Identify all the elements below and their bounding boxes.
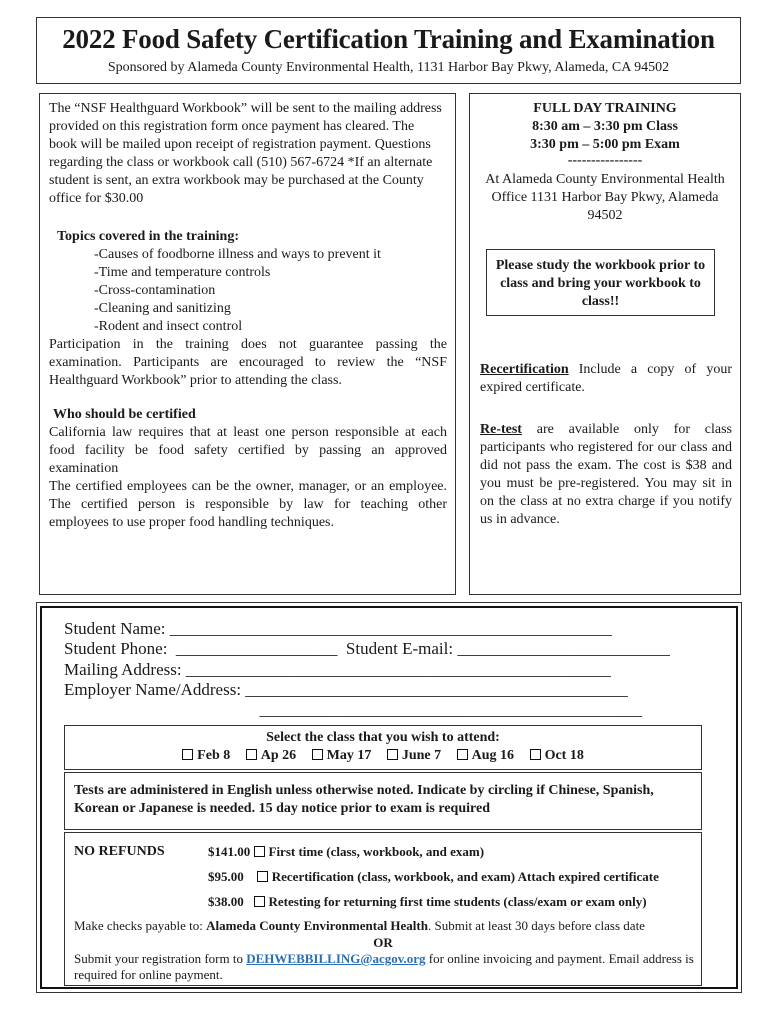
class-option-oct[interactable]: Oct 18	[530, 747, 584, 765]
language-note: Tests are administered in English unless otherwise noted. Indicate by circling if Chinese, Spanish, Korean or Japanese is needed. 15 day notice prior to exam is required	[74, 783, 654, 816]
or-text: OR	[373, 935, 393, 950]
recertification-text	[480, 361, 732, 397]
class-selection-heading: Select the class that you wish to attend:	[266, 730, 500, 745]
class-time: 8:30 am – 3:30 pm Class	[532, 119, 678, 134]
registration-form-inner	[40, 606, 738, 989]
no-refunds-label: NO REFUNDS	[74, 844, 165, 859]
who-heading: Who should be certified	[53, 407, 196, 422]
checkbox-icon[interactable]	[254, 896, 265, 907]
fees-box	[64, 832, 702, 986]
retest-desc: are available only for class participants who registered for our class and did not pass the exam. The cost is $38 and you must be pre-registered. You may sit in on the class at no extra charge if you notify us in advance.	[480, 422, 732, 527]
topics-heading: Topics covered in the training:	[57, 229, 240, 244]
recertification-label: Recertification	[480, 362, 569, 377]
info-box-left	[39, 93, 456, 595]
student-name-field[interactable]: Student Name: ____________________________________________________	[64, 619, 612, 638]
class-option-june[interactable]: June 7	[387, 747, 441, 765]
page-subtitle: Sponsored by Alameda County Environmental Health, 1131 Harbor Bay Pkwy, Alameda, CA 94502	[107, 60, 670, 75]
exam-time: 3:30 pm – 5:00 pm Exam	[530, 137, 680, 152]
class-option-feb[interactable]: Feb 8	[182, 747, 230, 765]
class-option-apr[interactable]: Ap 26	[246, 747, 296, 765]
employer-field-continued[interactable]: _____________________________________________	[64, 700, 642, 719]
checks-payable-text: Make checks payable to: Alameda County Environmental Health. Submit at least 30 days before class date	[74, 918, 645, 933]
intro-text: The “NSF Healthguard Workbook” will be sent to the mailing address provided on this registration form once payment has cleared. The book will be mailed upon receipt of registration payment. Questions regarding the class or workbook call (510) 567-6724 *If an alternate student is sent, an extra workbook may be purchased at the County office for $30.00	[49, 101, 442, 206]
topic-item: -Time and temperature controls	[94, 265, 271, 280]
topic-item: -Rodent and insect control	[94, 319, 243, 334]
language-note-box	[64, 772, 702, 830]
checkbox-icon[interactable]	[182, 749, 193, 760]
page-title: 2022 Food Safety Certification Training and Examination	[62, 24, 715, 54]
checkbox-icon[interactable]	[257, 871, 268, 882]
checkbox-icon[interactable]	[387, 749, 398, 760]
study-note-box	[486, 249, 715, 316]
retest-label: Re-test	[480, 422, 522, 437]
topic-item: -Causes of foodborne illness and ways to prevent it	[94, 247, 381, 262]
class-date-options	[65, 747, 701, 765]
study-note: Please study the workbook prior to class and bring your workbook to class!!	[495, 258, 706, 309]
who-text-2: The certified employees can be the owner, manager, or an employee. The certified person is responsible by law for teaching other employees to use proper food handling techniques.	[49, 479, 447, 530]
topic-item: -Cross-contamination	[94, 283, 216, 298]
training-title: FULL DAY TRAINING	[533, 101, 677, 116]
checkbox-icon[interactable]	[457, 749, 468, 760]
fee-option-recertification[interactable]: $95.00 Recertification (class, workbook, and exam) Attach expired certificate	[208, 869, 659, 884]
fee-option-retest[interactable]: $38.00 Retesting for returning first time students (class/exam or exam only)	[208, 894, 647, 909]
divider-text: ----------------	[567, 153, 643, 168]
participation-text: Participation in the training does not guarantee passing the examination. Participants are encouraged to review the “NSF Healthguard Workbook” prior to attending the class.	[49, 337, 447, 388]
submit-text: Submit your registration form to DEHWEBBILLING@acgov.org for online invoicing and payment. Email address is required for online payment.	[74, 951, 694, 982]
billing-email-link[interactable]: DEHWEBBILLING@acgov.org	[246, 951, 426, 966]
registration-form	[36, 602, 742, 993]
employer-field[interactable]: Employer Name/Address: _____________________________________________	[64, 680, 628, 699]
class-option-aug[interactable]: Aug 16	[457, 747, 514, 765]
student-phone-email-field[interactable]: Student Phone: ___________________ Student E-mail: _________________________	[64, 639, 670, 658]
info-box-right	[469, 93, 741, 595]
checkbox-icon[interactable]	[246, 749, 257, 760]
retest-text	[480, 421, 732, 529]
fee-option-first-time[interactable]: $141.00 First time (class, workbook, and exam)	[208, 844, 485, 859]
mailing-address-field[interactable]: Mailing Address: __________________________________________________	[64, 660, 611, 679]
checkbox-icon[interactable]	[530, 749, 541, 760]
class-selection-box	[64, 725, 702, 770]
title-box	[36, 17, 741, 84]
checks-payee: Alameda County Environmental Health	[206, 918, 428, 933]
class-option-may[interactable]: May 17	[312, 747, 372, 765]
checkbox-icon[interactable]	[312, 749, 323, 760]
checkbox-icon[interactable]	[254, 846, 265, 857]
location-text: At Alameda County Environmental Health Office 1131 Harbor Bay Pkwy, Alameda 94502	[485, 172, 725, 223]
topic-item: -Cleaning and sanitizing	[94, 301, 231, 316]
who-text: California law requires that at least one person responsible at each food facility be food safety certified by passing an approved examination	[49, 425, 447, 476]
recertification-desc: Include a copy of your expired certificate.	[480, 362, 732, 395]
